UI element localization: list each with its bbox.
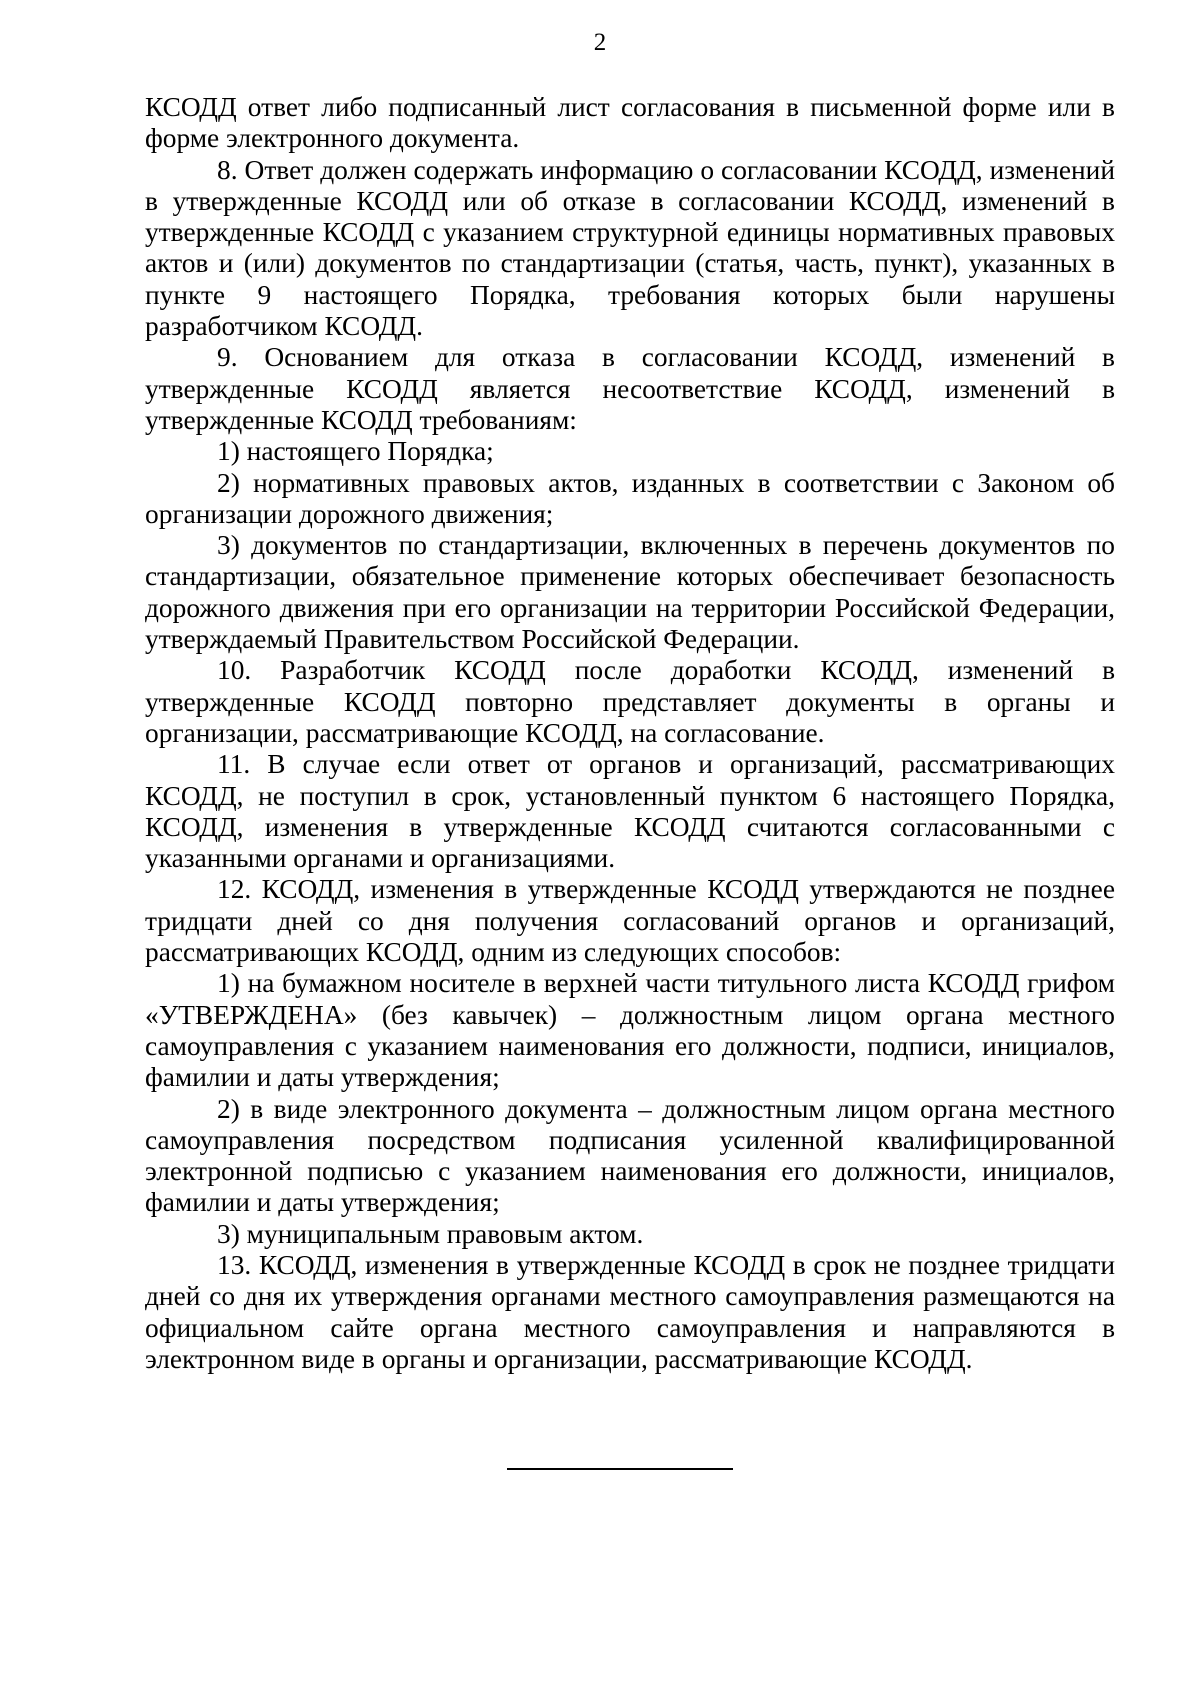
document-body (145, 92, 1115, 1375)
paragraph-8: 8. Ответ должен содержать информацию о согласовании КСОДД, изменений в утвержденные КСОДД или об отказе в согласовании КСОДД, изменений в утвержденные КСОДД с указанием структурной единицы нормативных правовых актов и (или) документов по стандартизации (статья, часть, пункт), указанных в пункте 9 настоящего Порядка, требования которых были нарушены разработчиком КСОДД. (145, 154, 1115, 342)
page-number: 2 (593, 29, 607, 56)
paragraph-12: 12. КСОДД, изменения в утвержденные КСОДД утверждаются не позднее тридцати дней со дня получения согласований органов и организаций, рассматривающих КСОДД, одним из следующих способов: (145, 874, 1115, 968)
paragraph-9-item-2: 2) нормативных правовых актов, изданных в соответствии с Законом об организации дорожного движения; (145, 467, 1115, 529)
paragraph-9: 9. Основанием для отказа в согласовании КСОДД, изменений в утвержденные КСОДД является несоответствие КСОДД, изменений в утвержденные КСОДД требованиям: (145, 342, 1115, 435)
paragraph-12-item-1: 1) на бумажном носителе в верхней части титульного листа КСОДД грифом «УТВЕРЖДЕНА» (без кавычек) – должностным лицом органа местного самоуправления с указанием наименования его должности, подписи, инициалов, фамилии и даты утверждения; (145, 968, 1115, 1093)
paragraph-9-item-3: 3) документов по стандартизации, включенных в перечень документов по стандартизации, обязательное применение которых обеспечивает безопасность дорожного движения при его организации на территории Российской Федерации, утверждаемый Правительством Российской Федерации. (145, 530, 1115, 655)
paragraph-9-item-1: 1) настоящего Порядка; (217, 436, 494, 467)
paragraph-continuation: КСОДД ответ либо подписанный лист согласования в письменной форме или в форме электронного документа. (145, 92, 1115, 154)
paragraph-12-item-3: 3) муниципальным правовым актом. (217, 1218, 644, 1249)
paragraph-10: 10. Разработчик КСОДД после доработки КСОДД, изменений в утвержденные КСОДД повторно представляет документы в органы и организации, рассматривающие КСОДД, на согласование. (145, 655, 1115, 748)
paragraph-13: 13. КСОДД, изменения в утвержденные КСОДД в срок не позднее тридцати дней со дня их утверждения органами местного самоуправления размещаются на официальном сайте органа местного самоуправления и направляются в электронном виде в органы и организации, рассматривающие КСОДД. (145, 1249, 1115, 1374)
end-of-document-rule (507, 1468, 733, 1470)
paragraph-11: 11. В случае если ответ от органов и организаций, рассматривающих КСОДД, не поступил в срок, установленный пунктом 6 настоящего Порядка, КСОДД, изменения в утвержденные КСОДД считаются согласованными с указанными органами и организациями. (145, 749, 1115, 874)
paragraph-12-item-2: 2) в виде электронного документа – должностным лицом органа местного самоуправления посредством подписания усиленной квалифицированной электронной подписью с указанием наименования его должности, инициалов, фамилии и даты утверждения; (145, 1093, 1115, 1218)
